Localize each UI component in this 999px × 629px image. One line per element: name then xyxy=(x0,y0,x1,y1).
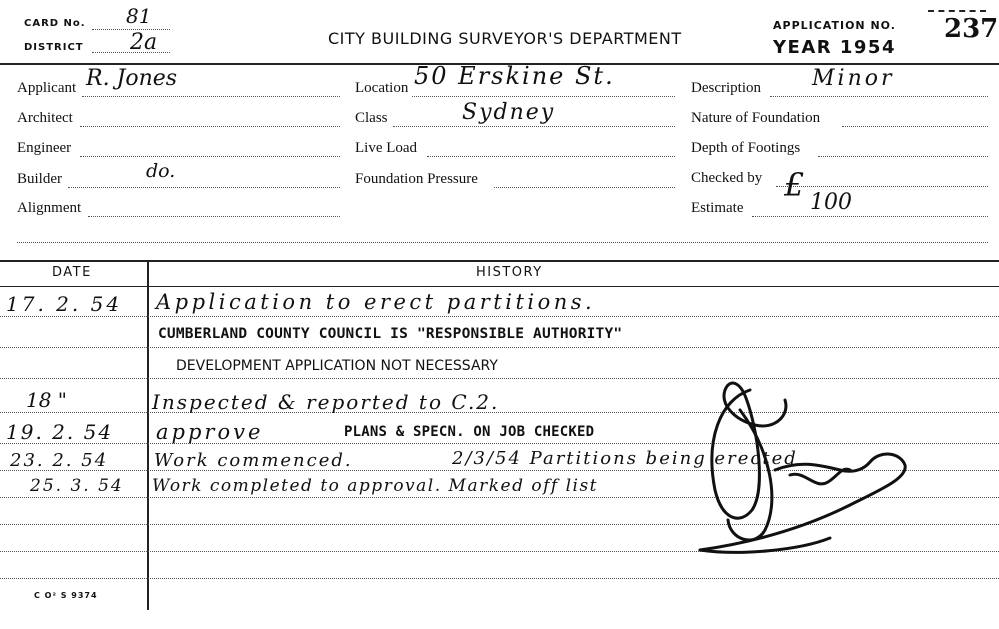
applicant-line xyxy=(82,96,340,97)
estimate-label: Estimate xyxy=(691,200,744,216)
checked-by-value: £ xyxy=(784,166,805,204)
checked-by-label: Checked by xyxy=(691,170,763,186)
history-row-5-text: approve xyxy=(156,420,264,444)
history-rule-1 xyxy=(0,316,999,317)
class-line xyxy=(393,126,675,127)
history-row-7-date: 25. 3. 54 xyxy=(30,476,124,496)
district-value: 2a xyxy=(130,30,158,55)
applicant-value: R. Jones xyxy=(86,66,178,91)
application-no-marks xyxy=(928,10,986,12)
live-load-label: Live Load xyxy=(355,140,418,156)
history-rule-2 xyxy=(0,347,999,348)
history-header: HISTORY xyxy=(476,265,543,280)
form-code: C O² S 9374 xyxy=(34,591,98,600)
builder-label: Builder xyxy=(17,171,62,187)
card-no-value: 81 xyxy=(126,4,152,28)
class-value: Sydney xyxy=(462,100,556,125)
district-label: DISTRICT xyxy=(24,42,84,53)
history-row-4-date: 18 " xyxy=(26,388,68,412)
engineer-line xyxy=(80,156,340,157)
history-row-6-date: 23. 2. 54 xyxy=(10,450,109,471)
location-line xyxy=(412,96,675,97)
history-row-6-text: Work commenced. xyxy=(154,450,353,471)
history-header-rule xyxy=(0,286,999,287)
builder-value: do. xyxy=(146,160,176,182)
department-title: CITY BUILDING SURVEYOR'S DEPARTMENT xyxy=(328,29,682,48)
architect-label: Architect xyxy=(17,110,73,126)
alignment-line xyxy=(88,216,340,217)
history-row-1-text: Application to erect partitions. xyxy=(156,290,596,314)
architect-line xyxy=(80,126,340,127)
location-label: Location xyxy=(355,80,409,96)
description-line xyxy=(770,96,988,97)
history-stamp-plans-checked: PLANS & SPECN. ON JOB CHECKED xyxy=(344,424,595,440)
class-label: Class xyxy=(355,110,388,126)
card-no-label: CARD No. xyxy=(24,18,86,29)
date-header: DATE xyxy=(52,265,92,280)
history-top-rule xyxy=(0,260,999,262)
estimate-line xyxy=(752,216,988,217)
history-rule-10 xyxy=(0,578,999,579)
builder-line xyxy=(68,187,340,188)
date-column-divider xyxy=(147,260,149,610)
engineer-label: Engineer xyxy=(17,140,72,156)
history-row-5-date: 19. 2. 54 xyxy=(6,420,114,444)
depth-of-footings-label: Depth of Footings xyxy=(691,140,801,156)
history-row-4-text: Inspected & reported to C.2. xyxy=(152,390,500,414)
history-stamp-responsible-authority: CUMBERLAND COUNTY COUNCIL IS "RESPONSIBLE AUTHORITY" xyxy=(158,326,623,342)
checked-by-line xyxy=(776,186,988,187)
foundation-pressure-label: Foundation Pressure xyxy=(355,171,478,187)
nature-of-foundation-label: Nature of Foundation xyxy=(691,110,821,126)
foundation-pressure-line xyxy=(494,187,675,188)
history-row-1-date: 17. 2. 54 xyxy=(6,292,123,316)
application-no-label: APPLICATION NO. xyxy=(773,19,896,32)
location-value: 50 Erskine St. xyxy=(414,62,615,90)
signature-icon xyxy=(680,370,920,570)
year-label: YEAR 1954 xyxy=(773,37,896,58)
depth-of-footings-line xyxy=(818,156,988,157)
description-label: Description xyxy=(691,80,761,96)
history-stamp-development-application: DEVELOPMENT APPLICATION NOT NECESSARY xyxy=(176,358,498,374)
estimate-value: 100 xyxy=(810,190,852,215)
fields-bottom-line xyxy=(17,242,988,243)
applicant-label: Applicant xyxy=(17,80,77,96)
description-value: Minor xyxy=(812,66,895,91)
nature-of-foundation-line xyxy=(842,126,988,127)
alignment-label: Alignment xyxy=(17,200,82,216)
history-row-6-text2: 2/3/54 Partitions being erected xyxy=(452,448,798,469)
live-load-line xyxy=(427,156,675,157)
application-no-value: 237 xyxy=(944,14,999,44)
history-row-7-text: Work completed to approval. Marked off list xyxy=(152,476,599,496)
